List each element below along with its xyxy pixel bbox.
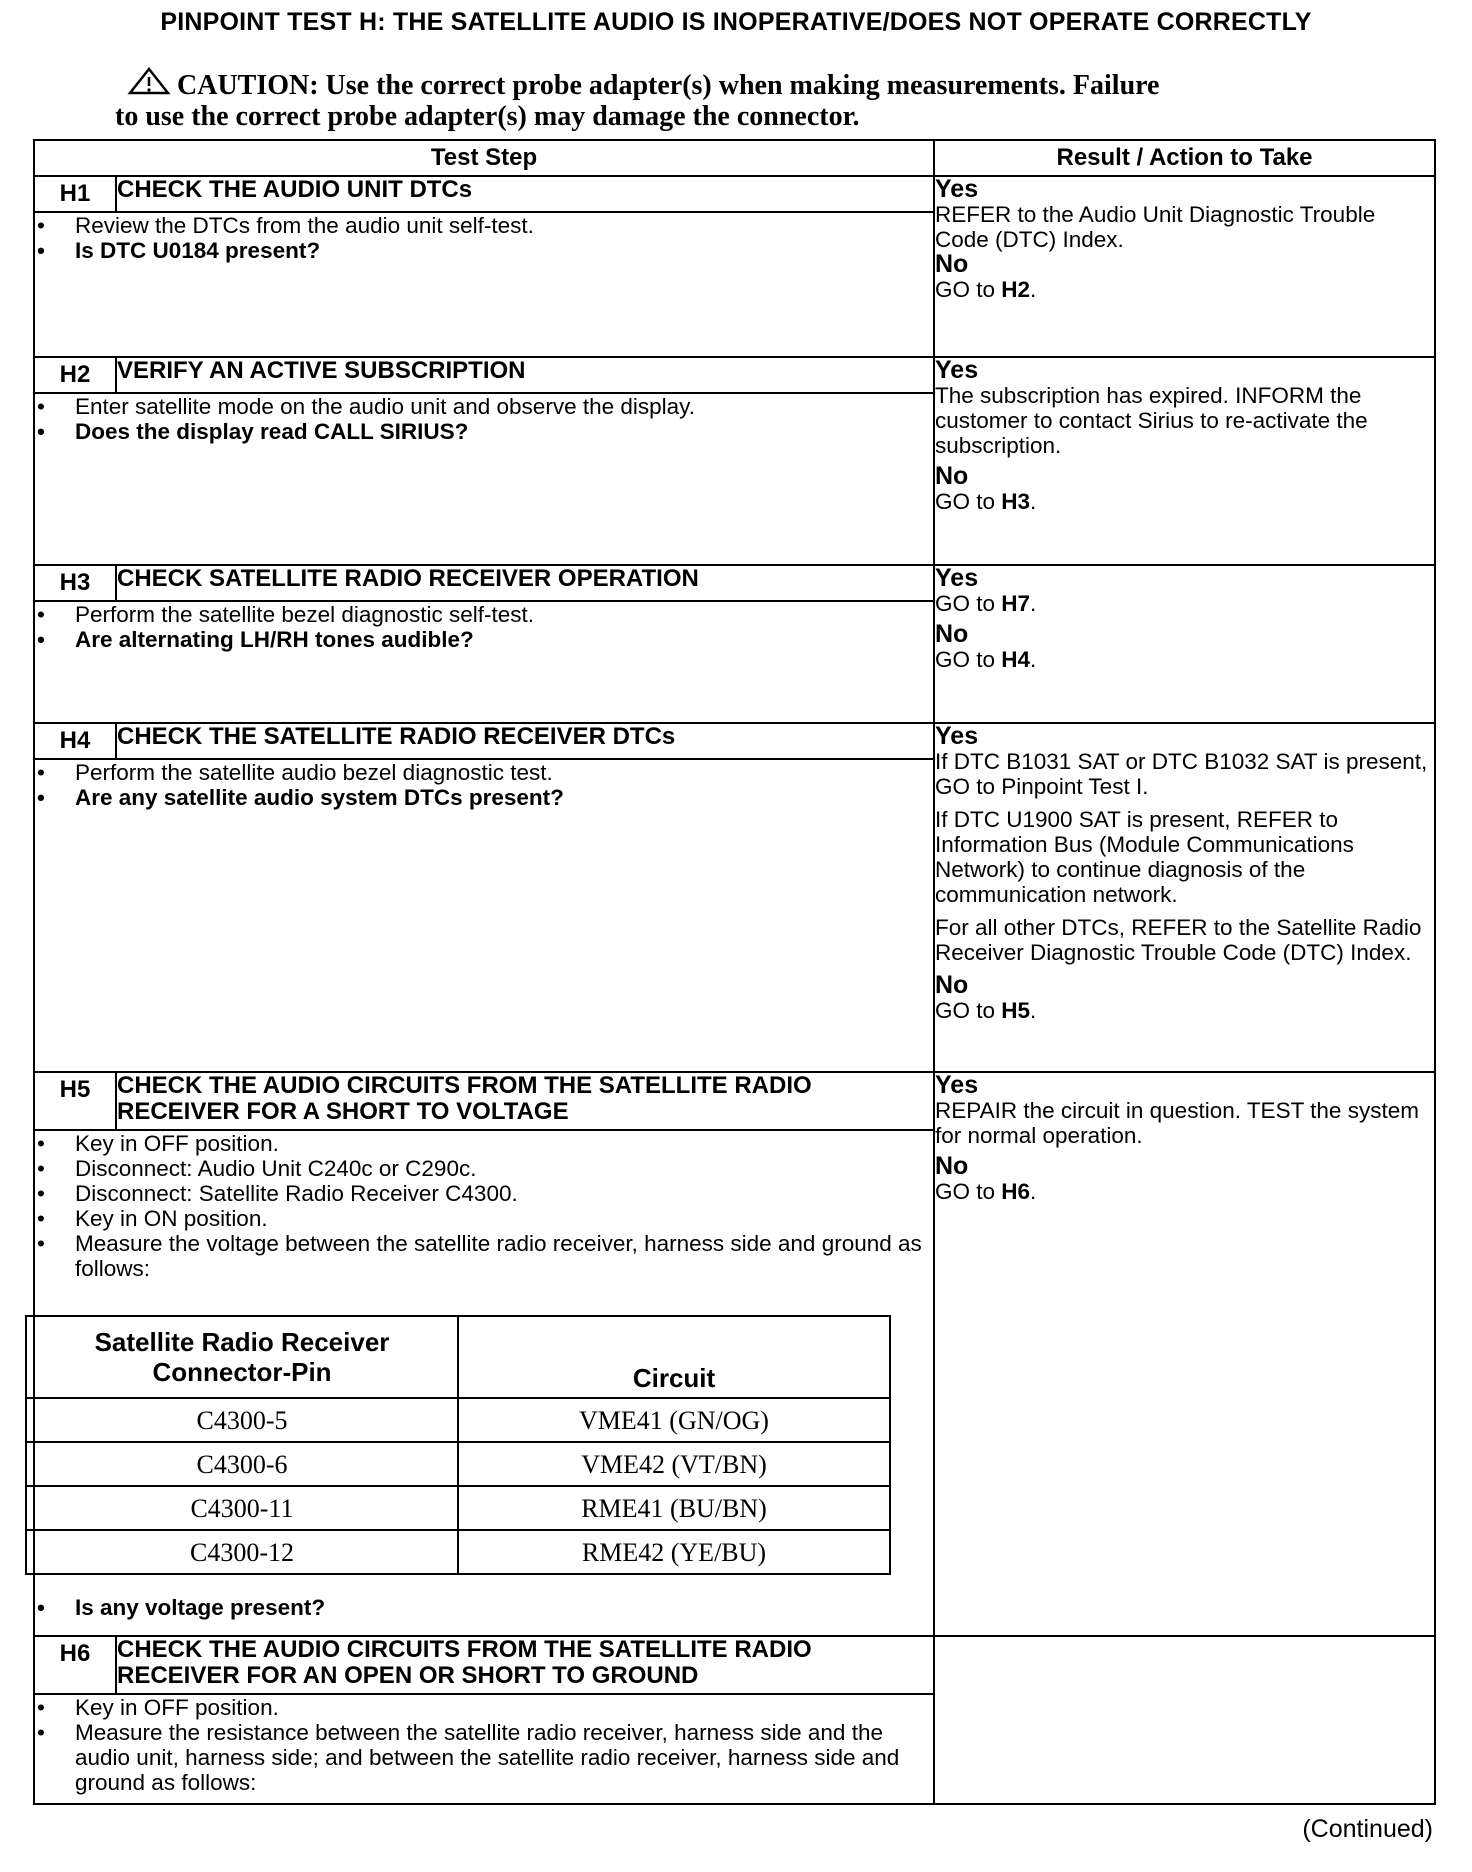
step-instructions (34, 601, 934, 723)
yes-label: Yes (935, 1071, 979, 1099)
no-label: No (935, 971, 969, 999)
no-label: No (935, 250, 969, 278)
list-item: • Key in OFF position. (35, 1695, 933, 1720)
circuit-column-header: Circuit (458, 1316, 890, 1398)
no-action: GO to H6. (935, 1179, 1037, 1204)
step-id: H6 (34, 1636, 116, 1694)
step-question: • Are any satellite audio system DTCs present? (35, 785, 933, 810)
list-item: • Key in ON position. (35, 1206, 933, 1231)
caution-line-1: CAUTION: Use the correct probe adapter(s) when making measurements. Failure (177, 70, 1160, 101)
step-title: CHECK THE AUDIO CIRCUITS FROM THE SATELLITE RADIO RECEIVER FOR A SHORT TO VOLTAGE (116, 1072, 934, 1130)
pinpoint-test-table (33, 139, 1436, 1805)
warning-triangle-icon (127, 66, 171, 96)
step-result (934, 1636, 1435, 1804)
column-header-result: Result / Action to Take (934, 140, 1435, 176)
no-action: GO to H3. (935, 489, 1037, 514)
step-id: H4 (34, 723, 116, 759)
step-result (934, 176, 1435, 357)
connector-pin-table (25, 1315, 891, 1575)
yes-action: If DTC U1900 SAT is present, REFER to Information Bus (Module Communications Network) to continue diagnosis of the communication network. (935, 807, 1354, 907)
table-row (26, 1442, 890, 1486)
step-title: CHECK THE AUDIO UNIT DTCs (116, 176, 934, 212)
step-id: H3 (34, 565, 116, 601)
step-instructions (34, 212, 934, 357)
column-header-test-step: Test Step (34, 140, 934, 176)
step-title: CHECK SATELLITE RADIO RECEIVER OPERATION (116, 565, 934, 601)
list-item: • Disconnect: Satellite Radio Receiver C4300. (35, 1181, 933, 1206)
list-item: • Key in OFF position. (35, 1131, 933, 1156)
step-title: CHECK THE SATELLITE RADIO RECEIVER DTCs (116, 723, 934, 759)
yes-action: The subscription has expired. INFORM the customer to contact Sirius to re-activate the subscription. (935, 383, 1368, 458)
pin-cell: C4300-5 (26, 1398, 458, 1442)
list-item: • Disconnect: Audio Unit C240c or C290c. (35, 1156, 933, 1181)
continued-label: (Continued) (1302, 1815, 1433, 1843)
list-item: • Perform the satellite bezel diagnostic self-test. (35, 602, 933, 627)
step-result (934, 565, 1435, 723)
step-id: H2 (34, 357, 116, 393)
page-title: PINPOINT TEST H: THE SATELLITE AUDIO IS INOPERATIVE/DOES NOT OPERATE CORRECTLY (160, 8, 1312, 36)
no-label: No (935, 1152, 969, 1180)
yes-label: Yes (935, 564, 979, 592)
step-title: CHECK THE AUDIO CIRCUITS FROM THE SATELLITE RADIO RECEIVER FOR AN OPEN OR SHORT TO GROUND (116, 1636, 934, 1694)
step-id: H5 (34, 1072, 116, 1130)
no-action: GO to H5. (935, 998, 1037, 1023)
no-label: No (935, 462, 969, 490)
caution-note (115, 66, 1375, 132)
yes-action: REFER to the Audio Unit Diagnostic Trouble Code (DTC) Index. (935, 202, 1376, 252)
list-item: • Enter satellite mode on the audio unit and observe the display. (35, 394, 933, 419)
pin-cell: C4300-6 (26, 1442, 458, 1486)
circuit-cell: RME41 (BU/BN) (458, 1486, 890, 1530)
pin-cell: C4300-11 (26, 1486, 458, 1530)
step-instructions (34, 1130, 934, 1636)
circuit-cell: RME42 (YE/BU) (458, 1530, 890, 1574)
step-instructions (34, 759, 934, 1072)
table-row (26, 1398, 890, 1442)
step-question: • Is any voltage present? (35, 1595, 933, 1620)
step-question: • Does the display read CALL SIRIUS? (35, 419, 933, 444)
step-title: VERIFY AN ACTIVE SUBSCRIPTION (116, 357, 934, 393)
step-question: • Are alternating LH/RH tones audible? (35, 627, 933, 652)
yes-label: Yes (935, 356, 979, 384)
step-instructions (34, 393, 934, 565)
list-item: • Measure the resistance between the satellite radio receiver, harness side and the audio unit, harness side; and between the satellite radio receiver, harness side and ground as follows: (35, 1720, 933, 1795)
step-result (934, 1072, 1435, 1636)
step-id: H1 (34, 176, 116, 212)
no-label: No (935, 620, 969, 648)
step-result (934, 723, 1435, 1072)
step-question: • Is DTC U0184 present? (35, 238, 933, 263)
list-item: • Perform the satellite audio bezel diagnostic test. (35, 760, 933, 785)
table-row (26, 1486, 890, 1530)
step-result (934, 357, 1435, 565)
yes-label: Yes (935, 722, 979, 750)
no-action: GO to H4. (935, 647, 1037, 672)
list-item: • Measure the voltage between the satellite radio receiver, harness side and ground as follows: (35, 1231, 933, 1281)
circuit-cell: VME42 (VT/BN) (458, 1442, 890, 1486)
yes-action: For all other DTCs, REFER to the Satellite Radio Receiver Diagnostic Trouble Code (DTC) Index. (935, 915, 1422, 965)
no-action: GO to H2. (935, 277, 1037, 302)
yes-action: If DTC B1031 SAT or DTC B1032 SAT is present, GO to Pinpoint Test I. (935, 749, 1428, 799)
step-instructions (34, 1694, 934, 1804)
pin-cell: C4300-12 (26, 1530, 458, 1574)
caution-line-2: to use the correct probe adapter(s) may damage the connector. (115, 101, 860, 132)
yes-action: REPAIR the circuit in question. TEST the system for normal operation. (935, 1098, 1419, 1148)
table-row (26, 1530, 890, 1574)
pin-column-header: Satellite Radio Receiver Connector-Pin (26, 1316, 458, 1398)
yes-action: GO to H7. (935, 591, 1037, 616)
yes-label: Yes (935, 175, 979, 203)
list-item: • Review the DTCs from the audio unit self-test. (35, 213, 933, 238)
circuit-cell: VME41 (GN/OG) (458, 1398, 890, 1442)
